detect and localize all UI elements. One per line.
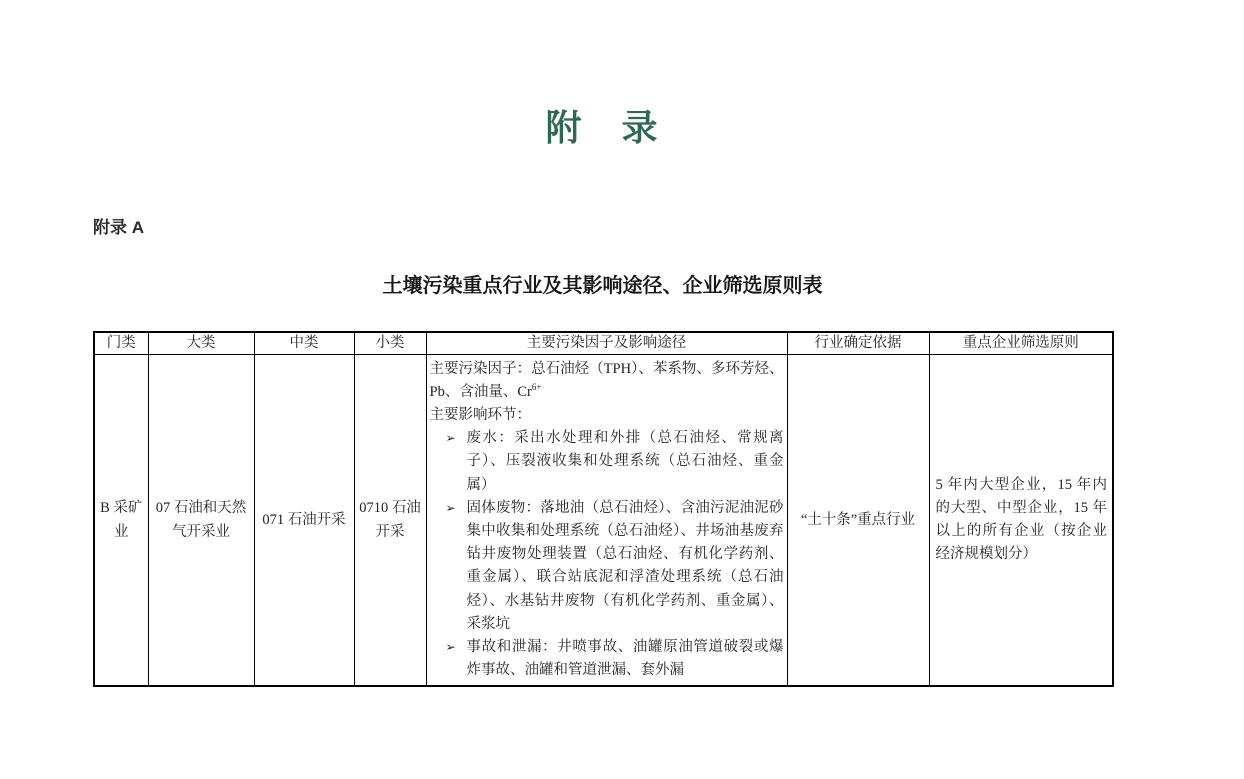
superscript-text: 6+ (531, 381, 542, 392)
pollution-cell (426, 354, 787, 686)
industry-table (93, 331, 1114, 687)
pollution-line (430, 497, 784, 636)
header-middle-class: 中类 (254, 332, 354, 354)
arrow-bullet-icon: ➢ (445, 639, 456, 654)
header-screening-principle: 重点企业筛选原则 (929, 332, 1113, 354)
cell-basis: “土十条”重点行业 (787, 354, 929, 686)
pollution-line (430, 427, 784, 497)
pollution-line (430, 358, 784, 404)
header-category: 门类 (94, 332, 148, 354)
cell-middle-class: 071 石油开采 (254, 354, 354, 686)
main-title: 附 录 (545, 108, 660, 148)
line-text: 废水：采出水处理和外排（总石油烃、常规离子）、压裂液收集和处理系统（总石油烃、重金属） (466, 430, 784, 493)
cell-major-class: 07 石油和天然气开采业 (148, 354, 254, 686)
line-text: 事故和泄漏：井喷事故、油罐原油管道破裂或爆炸事故、油罐和管道泄漏、套外漏 (466, 638, 784, 679)
cell-category: B 采矿业 (94, 354, 148, 686)
arrow-bullet-icon: ➢ (445, 431, 456, 446)
line-text: 固体废物：落地油（总石油烃）、含油污泥油泥砂集中收集和处理系统（总石油烃）、井场油基废弃钻井废物处理装置（总石油烃、有机化学药剂、重金属）、联合站底泥和浮渣处理系统（总石油烃）、水基钻井废物（有机化学药剂、重金属）、采浆坑 (466, 499, 784, 632)
cell-minor-class: 0710 石油开采 (354, 354, 426, 686)
cell-screening-principle: 5 年内大型企业，15 年内的大型、中型企业，15 年以上的所有企业（按企业经济规模划分） (929, 354, 1113, 686)
table-header-row (94, 332, 1113, 354)
line-text: 主要影响环节： (429, 406, 531, 423)
table-row (94, 354, 1113, 686)
line-text: 主要污染因子：总石油烃（TPH）、苯系物、多环芳烃、Pb、含油量、Cr (429, 360, 784, 400)
header-pollution-factors: 主要污染因子及影响途径 (426, 332, 787, 354)
header-major-class: 大类 (148, 332, 254, 354)
header-minor-class: 小类 (354, 332, 426, 354)
table-caption: 土壤污染重点行业及其影响途径、企业筛选原则表 (382, 275, 823, 297)
header-basis: 行业确定依据 (787, 332, 929, 354)
arrow-bullet-icon: ➢ (445, 500, 456, 515)
pollution-line (430, 636, 784, 682)
appendix-label: 附录 A (93, 218, 144, 237)
pollution-line (430, 404, 784, 427)
